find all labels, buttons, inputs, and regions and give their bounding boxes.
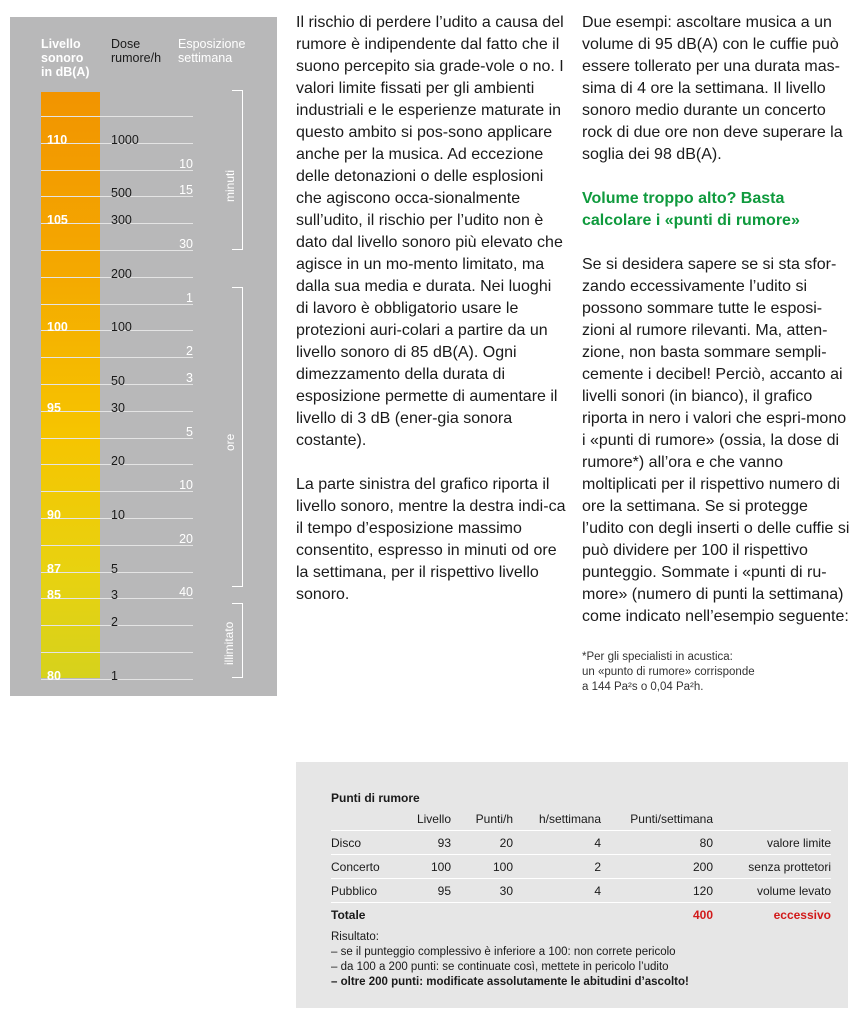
label-unlimited: illimitato	[222, 621, 236, 665]
col-header: Punti/settimana	[630, 812, 713, 826]
chart-row	[41, 237, 193, 251]
noise-chart-panel	[10, 17, 277, 696]
cell	[411, 903, 451, 927]
cell: 100	[451, 855, 513, 879]
paragraph: Se si desidera sapere se si sta sfor-zando eccessivamente l’udito si possono sommare tutte le esposi-zioni al rumore rilevanti. Ma, atten-zione, non basta sommare sempli-cemente i decibel! Perciò, accanto ai livelli sonori (in bianco), il grafico riporta in nero i valori che espri-mono i «punti di rumore» (ossia, la dose di rumore*) all’ora e che vanno moltiplicati per il rispettivo numero di ore la settimana. Se si protegge l’udito con degli inserti o delle cuffie si può dividere per 100 il rispettivo punteggio. Sommate i «punti di ru-more» (numero di punti la settimana) come indicato nell’esempio seguente:	[582, 256, 850, 625]
chart-row	[41, 116, 193, 117]
chart-row	[41, 454, 193, 469]
cell	[451, 903, 513, 927]
dose-value: 30	[111, 400, 125, 415]
header-dose: Dose rumore/h	[111, 37, 162, 65]
total-note: eccessivo	[713, 903, 831, 927]
chart-row	[41, 508, 193, 522]
chart-row	[41, 652, 193, 653]
chart-row	[41, 531, 193, 546]
table-row	[331, 879, 831, 903]
dose-value: 300	[111, 213, 132, 228]
cell: 4	[513, 879, 601, 903]
noise-points-table	[331, 810, 831, 926]
level-value: 85	[47, 588, 61, 603]
exposure-value: 30	[179, 237, 193, 251]
dose-value: 200	[111, 266, 132, 281]
exposure-value: 10	[179, 478, 193, 493]
dose-value: 20	[111, 454, 125, 469]
result-item: – oltre 200 punti: modificate assolutamente le abitudini d’ascolto!	[331, 975, 689, 990]
result-title: Risultato:	[331, 931, 379, 943]
chart-row	[41, 371, 193, 388]
footnote-line: un «punto di rumore» corrisponde	[582, 666, 755, 678]
exposure-value: 1	[186, 290, 193, 305]
col-header: h/settimana	[538, 812, 601, 826]
cell: 120	[601, 879, 713, 903]
level-value: 90	[47, 508, 61, 522]
exposure-value: 2	[186, 344, 193, 359]
cell: 4	[513, 831, 601, 855]
total-value: 400	[601, 903, 713, 927]
cell: volume levato	[713, 879, 831, 903]
cell: 93	[411, 831, 451, 855]
text-column-2	[582, 12, 852, 695]
result-item: – se il punteggio complessivo è inferiore a 100: non correte pericolo	[331, 945, 689, 960]
col-header	[331, 810, 411, 831]
col-header: Punti/h	[475, 812, 513, 826]
cell: 95	[411, 879, 451, 903]
chart-row	[41, 400, 193, 415]
chart-row	[41, 320, 193, 335]
chart-row	[41, 478, 193, 493]
paragraph: Due esempi: ascoltare musica a un volume di 95 dB(A) con le cuffie può essere tollerato per una durata mas-sima di 4 ore la settimana. Il livello sonoro medio durante un concerto rock di due ore non deve superare la soglia dei 98 dB(A).	[582, 14, 843, 163]
dose-value: 10	[111, 508, 125, 522]
level-value: 100	[47, 320, 68, 335]
col-header: Livello	[416, 812, 451, 826]
total-label: Totale	[331, 903, 411, 927]
cell: Pubblico	[331, 879, 411, 903]
result-section	[331, 930, 689, 990]
header-exposure: Esposizione settimana	[178, 37, 246, 65]
dose-value: 5	[111, 561, 118, 576]
footnote-line: *Per gli specialisti in acustica:	[582, 651, 733, 663]
chart-row	[41, 668, 193, 683]
table-row	[331, 855, 831, 879]
cell: 30	[451, 879, 513, 903]
cell: 200	[601, 855, 713, 879]
dose-value: 500	[111, 186, 132, 201]
exposure-value: 10	[179, 156, 193, 171]
chart-row	[41, 156, 193, 171]
label-hours: ore	[223, 433, 237, 451]
level-value: 80	[47, 668, 61, 683]
chart-row	[41, 132, 193, 147]
cell	[513, 903, 601, 927]
level-value: 105	[47, 213, 68, 228]
noise-points-box	[296, 762, 848, 1008]
dose-value: 3	[111, 588, 118, 603]
chart-row	[41, 561, 193, 576]
exposure-value: 20	[179, 531, 193, 546]
cell: 80	[601, 831, 713, 855]
level-value: 95	[47, 400, 61, 415]
cell: valore limite	[713, 831, 831, 855]
chart-row	[41, 290, 193, 305]
chart-row	[41, 183, 193, 201]
table-title: Punti di rumore	[331, 791, 420, 805]
footnote-line: a 144 Pa²s o 0,04 Pa²h.	[582, 681, 704, 693]
dose-value: 1	[111, 668, 118, 683]
paragraph: La parte sinistra del grafico riporta il livello sonoro, mentre la destra indi-ca il tempo d’esposizione massimo consentito, espresso in minuti od ore la settimana, per il rispettivo livello sonoro.	[296, 476, 566, 603]
dose-value: 1000	[111, 132, 139, 147]
cell: senza prottetori	[713, 855, 831, 879]
exposure-value: 15	[179, 183, 193, 198]
result-list	[331, 945, 689, 990]
chart-row	[41, 424, 193, 439]
table-header-row	[331, 810, 831, 831]
table-total-row	[331, 903, 831, 927]
chart-row	[41, 615, 193, 630]
chart-row	[41, 585, 193, 603]
cell: 2	[513, 855, 601, 879]
subheading: Volume troppo alto? Basta calcolare i «punti di rumore»	[582, 190, 800, 229]
exposure-value: 40	[179, 585, 193, 600]
chart-row	[41, 213, 193, 228]
label-minutes: minuti	[223, 169, 237, 202]
text-column-1	[296, 12, 568, 628]
cell: 100	[411, 855, 451, 879]
dose-value: 100	[111, 320, 132, 335]
chart-row	[41, 266, 193, 281]
result-item: – da 100 a 200 punti: se continuate così, mettete in pericolo l’udito	[331, 960, 689, 975]
table-row	[331, 831, 831, 855]
cell: 20	[451, 831, 513, 855]
chart-row	[41, 344, 193, 359]
footnote	[582, 650, 852, 695]
exposure-value: 3	[186, 371, 193, 385]
level-value: 110	[47, 132, 68, 147]
cell: Disco	[331, 831, 411, 855]
header-level: Livello sonoro in dB(A)	[41, 37, 90, 79]
col-header	[713, 810, 831, 831]
dose-value: 2	[111, 615, 118, 630]
cell: Concerto	[331, 855, 411, 879]
level-value: 87	[47, 561, 61, 576]
paragraph: Il rischio di perdere l’udito a causa del rumore è indipendente dal fatto che il suono percepito sia grade-vole o no. I valori limite fissati per gli ambienti industriali e le esperienze maturate in questo ambito si pos-sono applicare anche per la musica. Ad eccezione delle detonazioni o delle esplosioni che agiscono occa-sionalmente sull’udito, il rischio per l’udito non è dato dal livello sonoro più elevato che agisce in un mo-mento limitato, ma dalla sua media e durata. Nei luoghi di lavoro è obbligatorio usare le protezioni auri-colari a partire da un livello sonoro di 85 dB(A). Ogni dimezzamento della durata di esposizione permette di aumentare il livello di 3 dB (ener-gia sonora costante).	[296, 14, 564, 449]
exposure-value: 5	[186, 424, 193, 439]
dose-value: 50	[111, 374, 125, 388]
